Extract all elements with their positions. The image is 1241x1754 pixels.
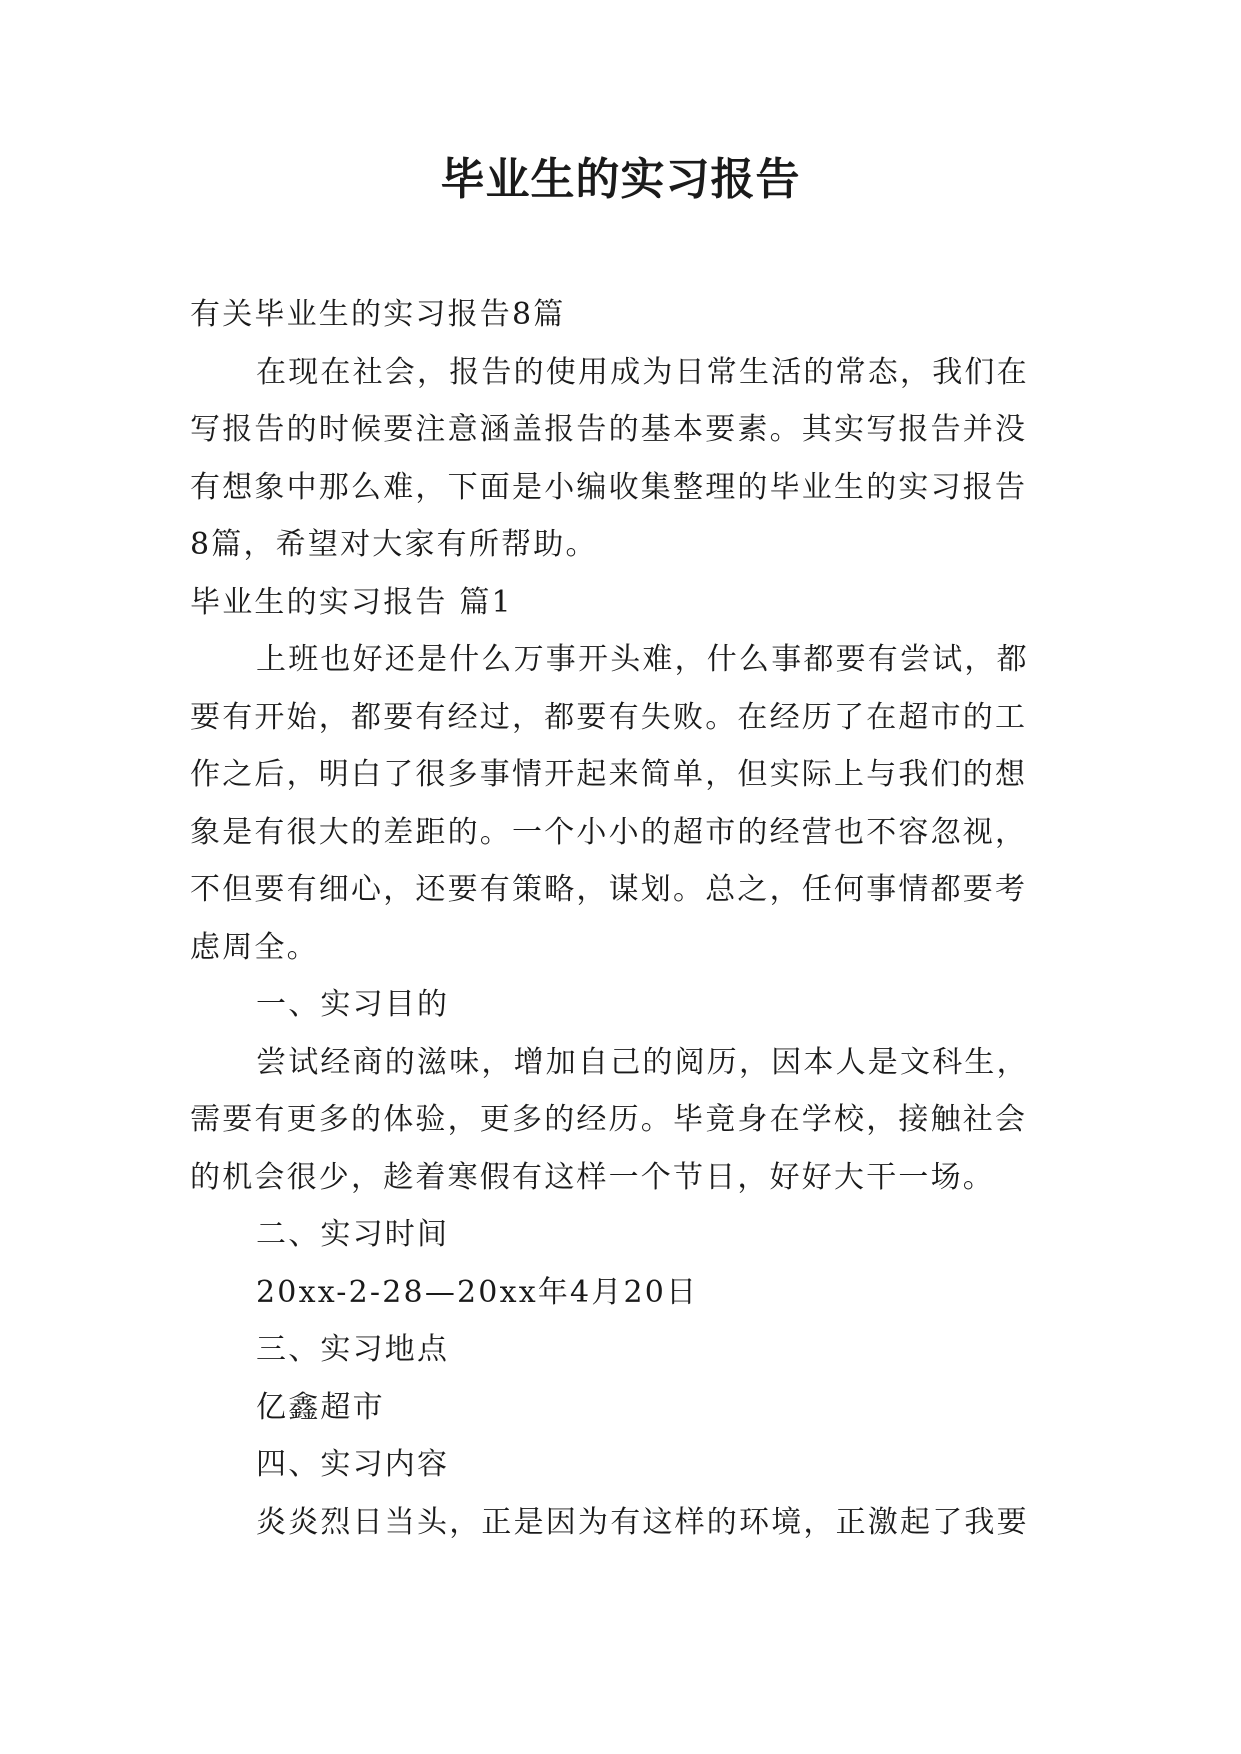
- text-line: 上班也好还是什么万事开头难，什么事都要有尝试，都: [256, 642, 1029, 677]
- document-title: 毕业生的实习报告: [440, 154, 801, 205]
- text-line: 亿鑫超市: [256, 1389, 385, 1425]
- text-line: 作之后，明白了很多事情开起来简单，但实际上与我们的想: [190, 757, 1028, 792]
- text-line: 要有开始，都要有经过，都要有失败。在经历了在超市的工: [190, 699, 1028, 735]
- text-line: 写报告的时候要注意涵盖报告的基本要素。其实写报告并没: [190, 412, 1028, 447]
- text-line: 尝试经商的滋味，增加自己的阅历，因本人是文科生，: [256, 1044, 1029, 1080]
- text-line: 需要有更多的体验，更多的经历。毕竟身在学校，接触社会: [190, 1102, 1028, 1137]
- text-line: 的机会很少，趁着寒假有这样一个节日，好好大干一场。: [190, 1159, 995, 1195]
- text-line: 20xx-2-28—20xx年4月20日: [256, 1274, 699, 1310]
- text-line: 有关毕业生的实习报告8篇: [190, 297, 566, 332]
- text-line: 象是有很大的差距的。一个小小的超市的经营也不容忽视，: [190, 814, 1028, 850]
- text-line: 8篇，希望对大家有所帮助。: [190, 527, 598, 562]
- text-line: 在现在社会，报告的使用成为日常生活的常态，我们在: [256, 354, 1029, 390]
- text-line: 有想象中那么难，下面是小编收集整理的毕业生的实习报告: [190, 469, 1028, 505]
- text-line: 三、实习地点: [256, 1332, 450, 1367]
- document-body: [190, 286, 1050, 1551]
- text-line: 四、实习内容: [256, 1447, 450, 1482]
- text-line: 不但要有细心，还要有策略，谋划。总之，任何事情都要考: [190, 872, 1028, 907]
- text-line: 二、实习时间: [256, 1217, 450, 1252]
- text-line: 炎炎烈日当头，正是因为有这样的环境，正激起了我要: [256, 1504, 1029, 1540]
- text-line: 毕业生的实习报告 篇1: [190, 584, 513, 620]
- text-line: 虑周全。: [190, 929, 319, 965]
- text-line: 一、实习目的: [256, 987, 450, 1022]
